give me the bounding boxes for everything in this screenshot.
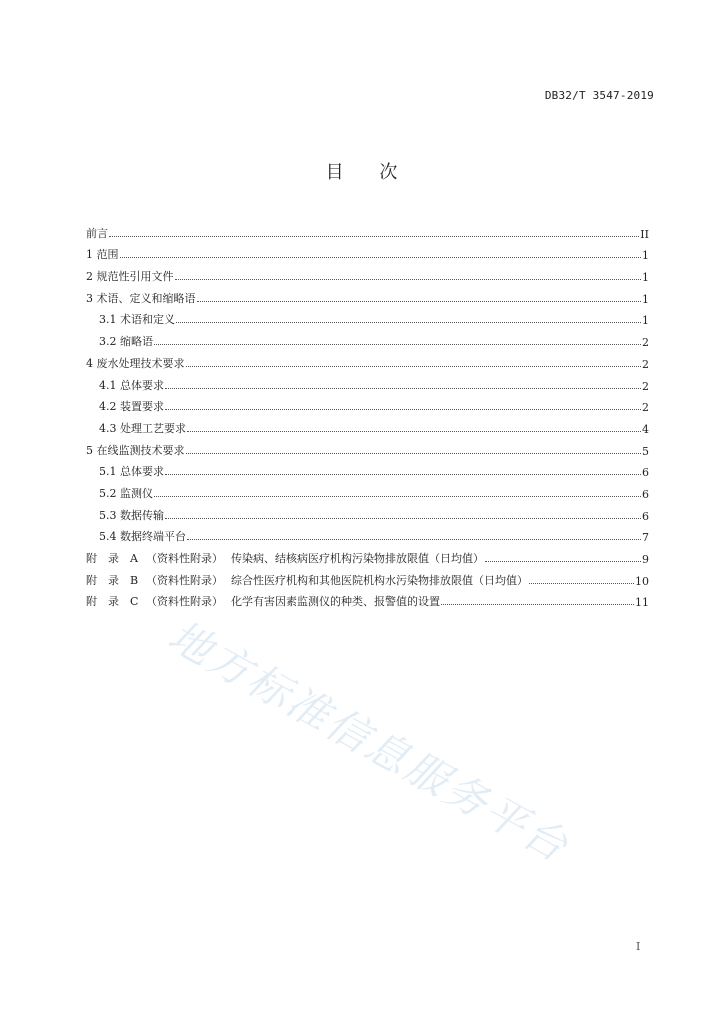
watermark-text: 地方标准信息服务平台	[160, 610, 578, 873]
leader-dots	[165, 518, 641, 519]
toc-entry-general-requirements[interactable]	[86, 371, 649, 393]
toc-entry-annex-b[interactable]	[86, 566, 649, 588]
leader-dots	[186, 453, 642, 454]
toc-entry-label: 4.3 处理工艺要求	[99, 421, 186, 435]
toc-entry-label: 4.2 装置要求	[99, 400, 164, 414]
leader-dots	[165, 388, 641, 389]
annex-prefix	[86, 595, 142, 608]
toc-entry-abbreviations[interactable]	[86, 327, 649, 349]
leader-dots	[165, 409, 641, 410]
toc-entry-data-transmission[interactable]	[86, 501, 649, 523]
leader-dots	[186, 366, 642, 367]
toc-entry-label: 3 术语、定义和缩略语	[86, 291, 196, 305]
annex-word-1: 附	[86, 552, 97, 565]
annex-title: 传染病、结核病医疗机构污染物排放限值（日均值）	[231, 552, 484, 565]
page-title: 目 次	[325, 162, 399, 183]
toc-entry-label: 5.3 数据传输	[99, 508, 164, 522]
annex-word-2: 录	[108, 595, 119, 609]
leader-dots	[165, 474, 641, 475]
toc-entry-page: 11	[635, 596, 649, 610]
toc-entry-normative-references[interactable]	[86, 262, 649, 284]
annex-label	[86, 593, 440, 609]
leader-dots	[154, 496, 641, 497]
annex-word-2: 录	[108, 552, 119, 565]
toc-entry-label: 3.1 术语和定义	[99, 313, 175, 327]
toc-entry-scope[interactable]	[86, 241, 649, 263]
toc-entry-page: 2	[642, 379, 649, 393]
toc-entry-page: 2	[642, 401, 649, 415]
toc-entry-terms-definitions[interactable]	[86, 306, 649, 328]
annex-word-1: 附	[86, 595, 97, 609]
toc-entry-label: 5 在线监测技术要求	[86, 443, 185, 457]
annex-letter: A	[130, 552, 138, 565]
annex-title: 化学有害因素监测仪的种类、报警值的设置	[231, 595, 440, 609]
toc-entry-annex-c[interactable]	[86, 588, 649, 610]
toc-entry-process-requirements[interactable]	[86, 414, 649, 436]
toc-entry-page: 2	[642, 357, 649, 371]
leader-dots	[187, 431, 641, 432]
toc-entry-page: 2	[642, 336, 649, 350]
toc-entry-data-terminal[interactable]	[86, 523, 649, 545]
toc-entry-label: 5.4 数据终端平台	[99, 530, 186, 544]
toc-entry-monitoring-requirements[interactable]	[86, 436, 649, 458]
toc-entry-page: 1	[642, 271, 649, 285]
toc-entry-page: II	[640, 227, 649, 241]
toc-entry-label: 5.1 总体要求	[99, 465, 164, 479]
toc-entry-wastewater-requirements[interactable]	[86, 349, 649, 371]
annex-label	[86, 572, 528, 588]
toc-entry-page: 5	[642, 444, 649, 458]
toc-entry-terms[interactable]	[86, 284, 649, 306]
toc-entry-device-requirements[interactable]	[86, 393, 649, 415]
annex-type: （资料性附录）	[146, 595, 223, 609]
toc-entry-label: 4 废水处理技术要求	[86, 356, 185, 370]
toc-entry-page: 6	[642, 487, 649, 501]
toc-entry-page: 1	[642, 249, 649, 263]
annex-word-1: 附	[86, 573, 97, 587]
annex-label	[86, 550, 484, 566]
toc-entry-page: 1	[642, 292, 649, 306]
toc-entry-label: 前言	[86, 226, 108, 240]
table-of-contents	[86, 219, 649, 609]
page-number: I	[636, 940, 641, 953]
annex-type: （资料性附录）	[146, 573, 223, 587]
annex-word-2: 录	[108, 573, 119, 587]
leader-dots	[197, 301, 642, 302]
toc-entry-monitoring-general[interactable]	[86, 458, 649, 480]
toc-entry-page: 6	[642, 509, 649, 523]
toc-entry-page: 9	[642, 553, 649, 566]
toc-entry-annex-a[interactable]	[86, 544, 649, 566]
toc-entry-label: 4.1 总体要求	[99, 378, 164, 392]
toc-entry-page: 1	[642, 314, 649, 328]
leader-dots	[109, 236, 639, 237]
leader-dots	[187, 539, 641, 540]
annex-letter: B	[130, 573, 139, 587]
toc-entry-page: 10	[635, 574, 649, 588]
annex-type: （资料性附录）	[146, 552, 223, 565]
toc-entry-label: 3.2 缩略语	[99, 335, 153, 349]
standard-code: DB32/T 3547-2019	[544, 89, 654, 102]
leader-dots	[485, 561, 641, 562]
toc-entry-label: 1 范围	[86, 248, 119, 262]
toc-entry-monitor[interactable]	[86, 479, 649, 501]
annex-letter: C	[130, 595, 139, 609]
leader-dots	[441, 604, 634, 605]
leader-dots	[120, 257, 642, 258]
toc-entry-foreword[interactable]	[86, 219, 649, 241]
toc-entry-page: 6	[642, 466, 649, 480]
leader-dots	[529, 583, 634, 584]
toc-entry-label: 2 规范性引用文件	[86, 270, 174, 284]
toc-entry-page: 7	[642, 531, 649, 545]
annex-title: 综合性医疗机构和其他医院机构水污染物排放限值（日均值）	[231, 573, 528, 587]
toc-entry-page: 4	[642, 422, 649, 436]
leader-dots	[176, 322, 641, 323]
annex-prefix	[86, 552, 142, 565]
toc-entry-label: 5.2 监测仪	[99, 486, 153, 500]
leader-dots	[154, 344, 641, 345]
annex-prefix	[86, 574, 142, 587]
leader-dots	[175, 279, 642, 280]
